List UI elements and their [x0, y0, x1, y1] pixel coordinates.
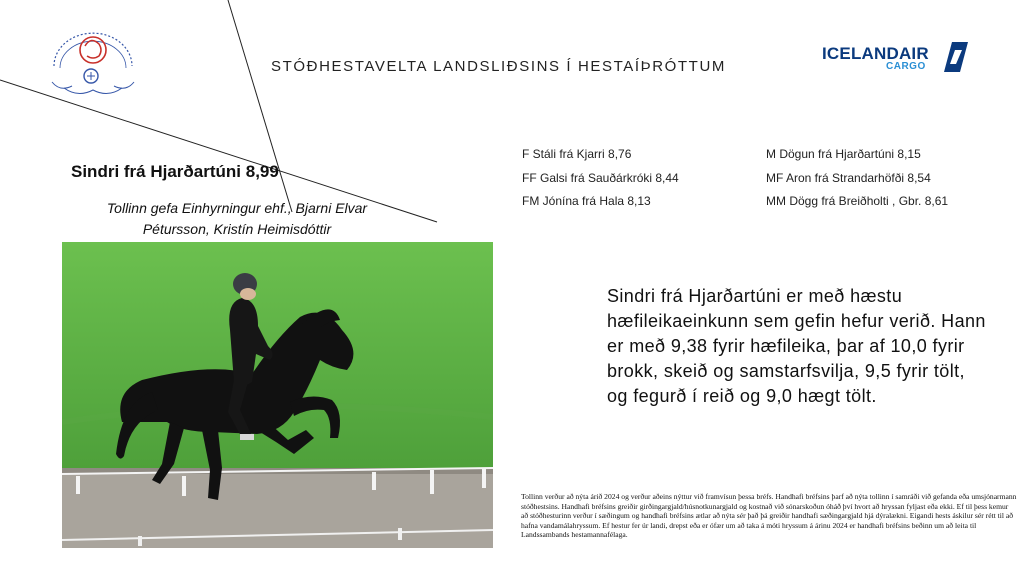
- pedigree-right-0: M Dögun frá Hjarðartúni 8,15: [766, 147, 921, 161]
- icelandair-cargo-logo: [822, 42, 968, 74]
- pedigree-right-1: MF Aron frá Strandarhöfði 8,54: [766, 171, 931, 185]
- icelandair-tail-icon: [940, 42, 968, 72]
- cargo-text: CARGO: [886, 61, 926, 72]
- lh-logo-icon: [44, 26, 142, 98]
- pedigree-right-2: MM Dögg frá Breiðholti , Gbr. 8,61: [766, 194, 949, 208]
- terms-text: Tollinn verður að nýta árið 2024 og verður aðeins nýttur við framvísun þessa bréfs. Handhafi bréfsins þarf að nýta tollinn í samráði við gefanda eða umsjónarmann stóðhestsins. Handhafi bréfsins greiðir girðingargjald/húsnotkunargjald og kostnað við sónarskoðun óháð því hvort að hryssan fyljast eða ekki. Ef til þess kemur að stóðhesturinn verður í sæðingum og handhafi bréfsins ætlar að nýta sér það þá greiðir handhafi sæðingargjald hjá dýralækni. Eigandi hests áskilur sér rétt til að hafna vandamálahryssum. Ef hestur fer úr landi, drepst eða er ófær um að taka á móti hryssum á árinu 2024 er handhafi bréfsins beðinn um að leita til Landssambands hestamannafélaga.: [521, 492, 1017, 540]
- pedigree-left-2: FM Jónína frá Hala 8,13: [522, 194, 651, 208]
- horse-photo: [62, 242, 493, 548]
- pedigree-left-1: FF Galsi frá Sauðárkróki 8,44: [522, 171, 679, 185]
- icelandair-brand-text: ICELANDAIR: [822, 44, 929, 63]
- owners-text: Tollinn gefa Einhyrningur ehf., Bjarni Elvar Pétursson, Kristín Heimisdóttir: [106, 200, 368, 237]
- description-text: Sindri frá Hjarðartúni er með hæstu hæfileikaeinkunn sem gefin hefur verið. Hann er með 9,38 fyrir hæfileika, þar af 10,0 fyrir brokk, skeið og samstarfsvilja, 9,5 fyrir tölt, og fegurð í reið og 9,0 hægt tölt.: [607, 286, 986, 406]
- pedigree-left-0: F Stáli frá Kjarri 8,76: [522, 147, 632, 161]
- horse-title: Sindri frá Hjarðartúni 8,99: [71, 162, 279, 181]
- page-title: STÓÐHESTAVELTA LANDSLIÐSINS Í HESTAÍÞRÓTTUM: [271, 58, 726, 75]
